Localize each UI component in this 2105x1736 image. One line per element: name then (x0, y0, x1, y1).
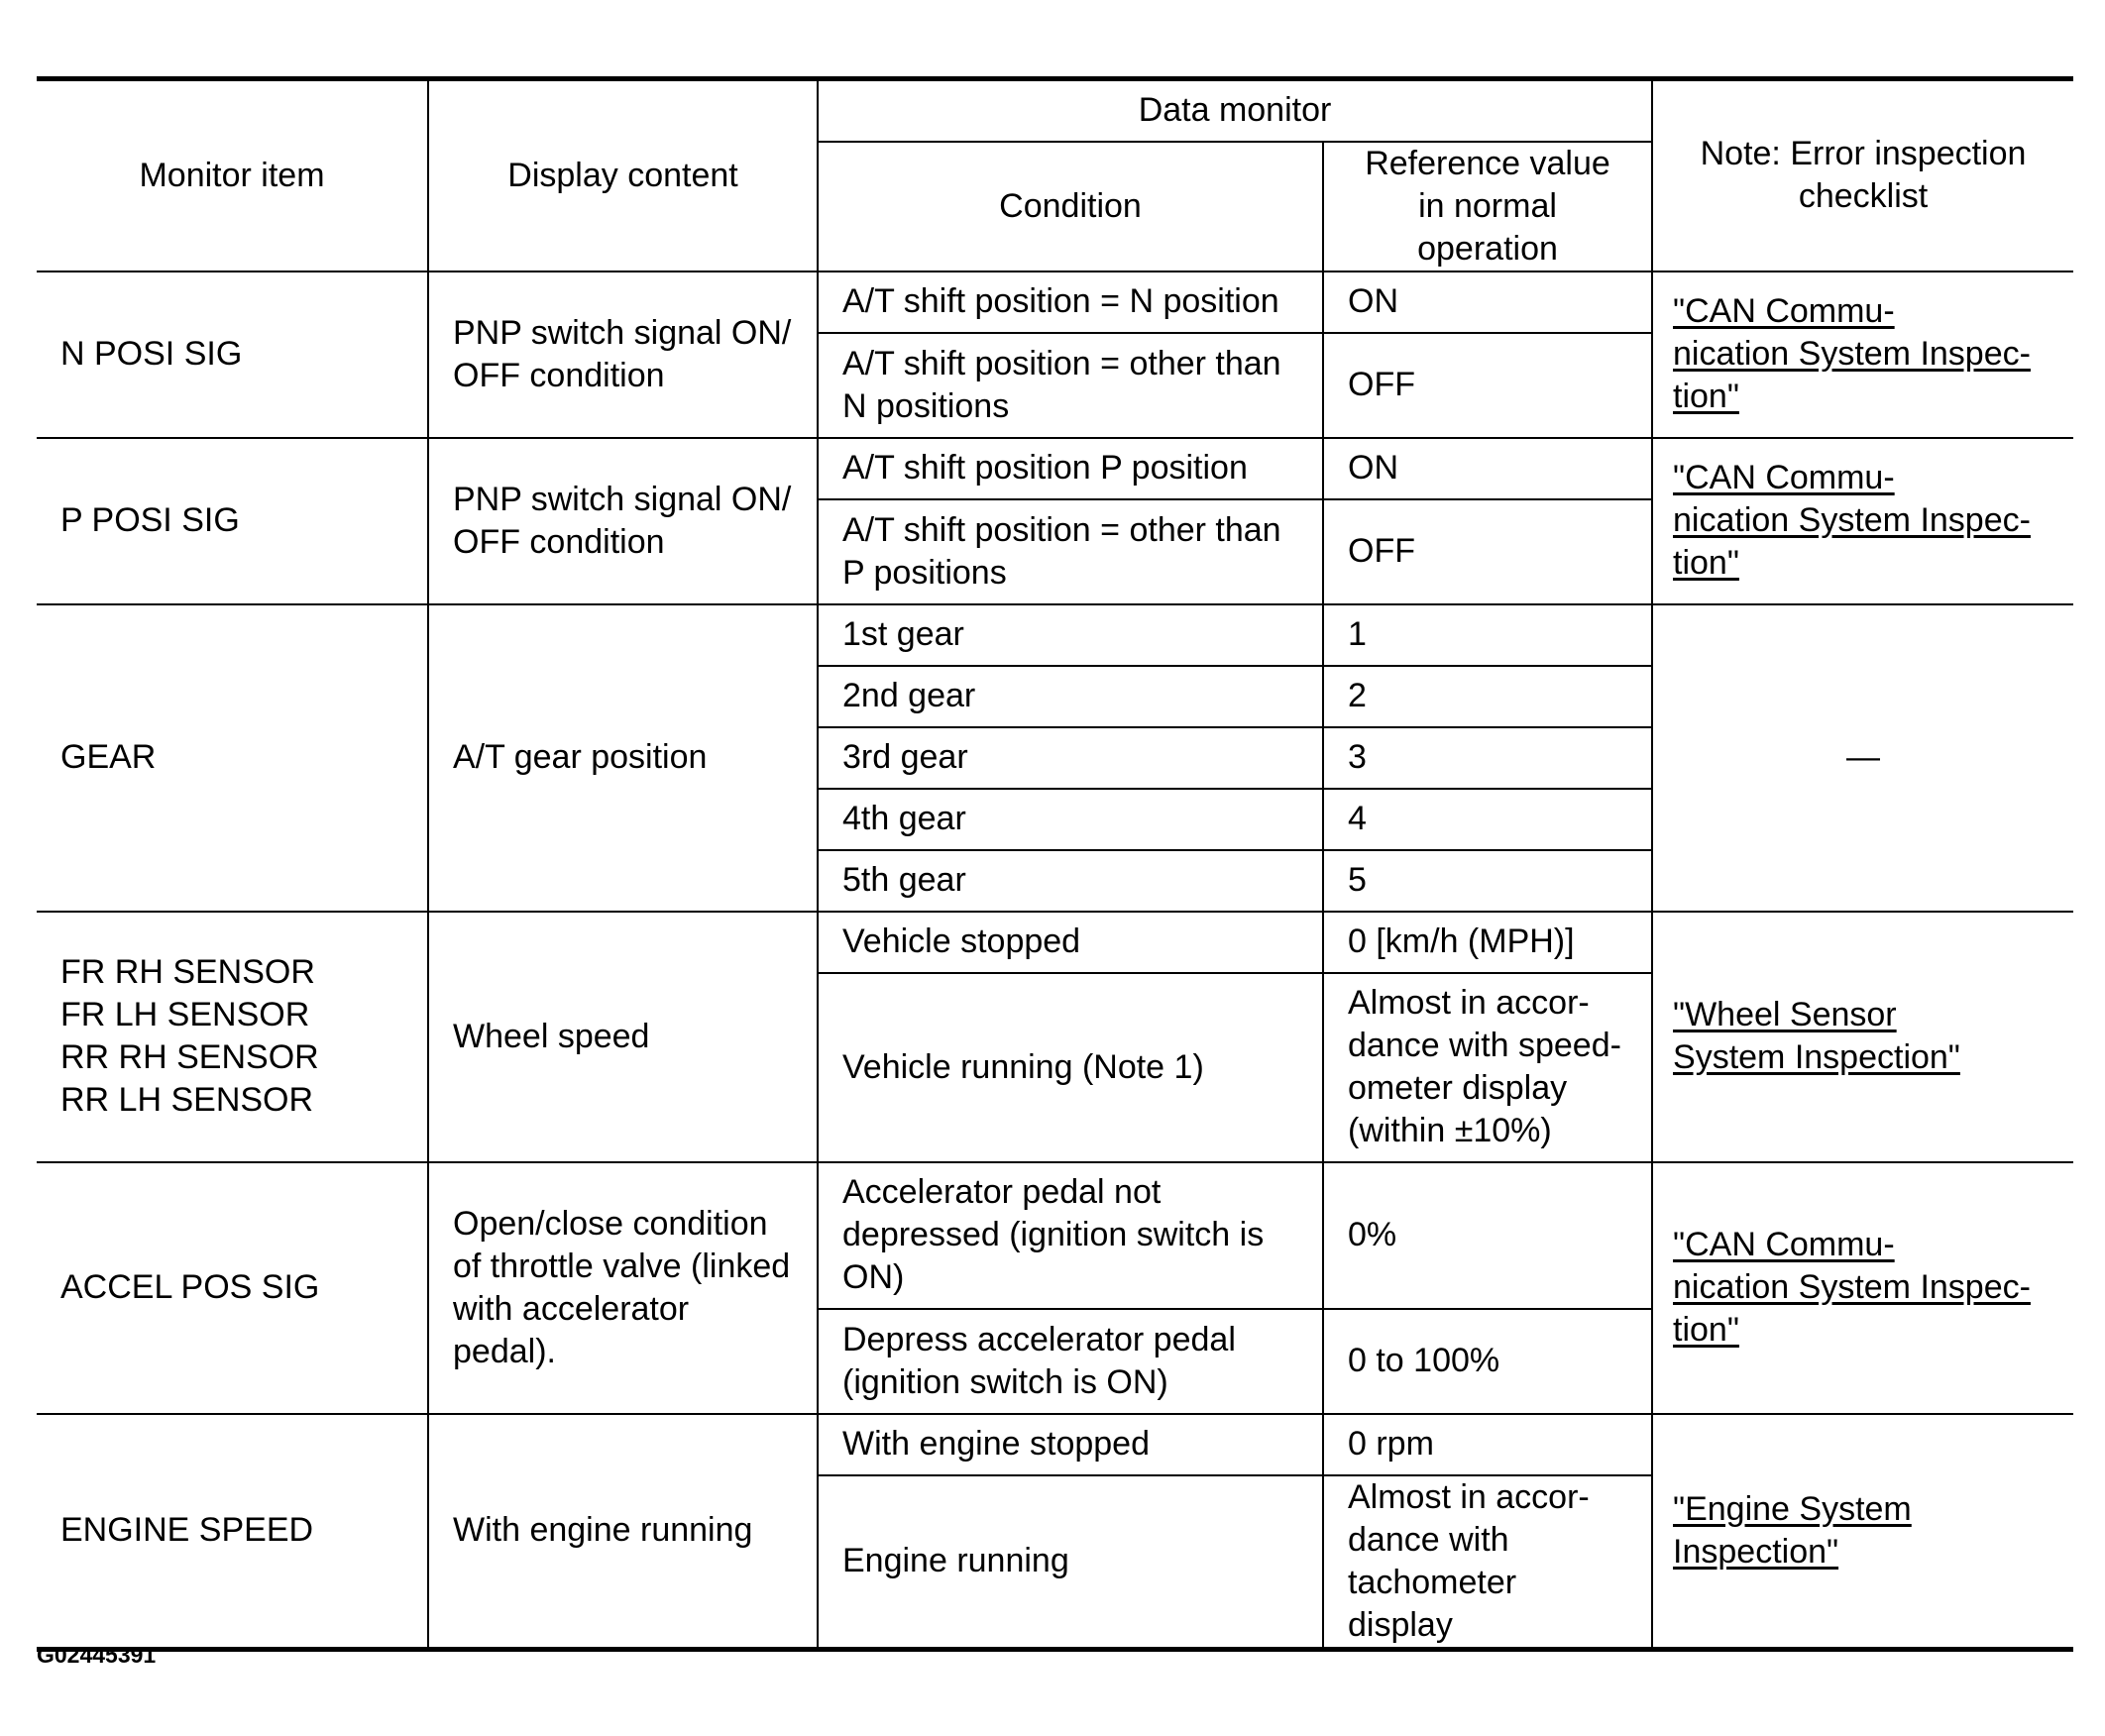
header-monitor-item: Monitor item (37, 79, 428, 271)
display-content: PNP switch signal ON/ OFF condition (428, 438, 818, 604)
header-note: Note: Error inspection checklist (1652, 79, 2073, 271)
reference-value-cell: Almost in accor-dance with speed-ometer display (within ±10%) (1323, 973, 1652, 1162)
monitor-item: N POSI SIG (37, 271, 428, 438)
display-content: Wheel speed (428, 912, 818, 1162)
condition-cell: Engine running (818, 1475, 1323, 1650)
reference-value-cell: Almost in accor-dance with tachometer display (1323, 1475, 1652, 1650)
display-content: With engine running (428, 1414, 818, 1650)
can-inspection-link[interactable]: "CAN Commu- nication System Inspec- tion" (1673, 292, 2031, 415)
table-row (37, 438, 2073, 499)
condition-cell: With engine stopped (818, 1414, 1323, 1475)
condition-cell: A/T shift position P position (818, 438, 1323, 499)
display-content: A/T gear position (428, 604, 818, 912)
table-row (37, 271, 2073, 333)
reference-value-cell: 3 (1323, 727, 1652, 789)
monitor-item: P POSI SIG (37, 438, 428, 604)
note-cell: — (1652, 604, 2073, 912)
display-content: Open/close condition of throttle valve (linked with accelerator pedal). (428, 1162, 818, 1414)
reference-value-cell: 4 (1323, 789, 1652, 850)
engine-inspection-link[interactable]: "Engine System Inspection" (1673, 1489, 1912, 1571)
note-cell (1652, 912, 2073, 1162)
reference-value-cell: ON (1323, 438, 1652, 499)
condition-cell: 2nd gear (818, 666, 1323, 727)
display-content: PNP switch signal ON/ OFF condition (428, 271, 818, 438)
reference-value-cell: ON (1323, 271, 1652, 333)
monitor-item: ENGINE SPEED (37, 1414, 428, 1650)
table-row (37, 604, 2073, 666)
reference-value-cell: 0% (1323, 1162, 1652, 1309)
monitor-item-line: FR LH SENSOR (60, 996, 310, 1033)
table-row (37, 1162, 2073, 1309)
monitor-table (37, 76, 2073, 1652)
monitor-item: ACCEL POS SIG (37, 1162, 428, 1414)
monitor-item-line: FR RH SENSOR (60, 953, 315, 991)
figure-id: G02445391 (37, 1642, 157, 1668)
reference-value-cell: 0 rpm (1323, 1414, 1652, 1475)
condition-cell: A/T shift position = other than N positions (818, 333, 1323, 438)
wheel-sensor-inspection-link[interactable]: "Wheel Sensor System Inspection" (1673, 996, 1960, 1076)
note-cell (1652, 271, 2073, 438)
reference-value-cell: 0 to 100% (1323, 1309, 1652, 1414)
condition-cell: Vehicle stopped (818, 912, 1323, 973)
reference-value-cell: OFF (1323, 499, 1652, 604)
header-condition: Condition (818, 142, 1323, 271)
condition-cell: Depress accelerator pedal (ignition switch is ON) (818, 1309, 1323, 1414)
monitor-item: GEAR (37, 604, 428, 912)
reference-value-cell: 5 (1323, 850, 1652, 912)
can-inspection-link[interactable]: "CAN Commu- nication System Inspec- tion" (1673, 1226, 2031, 1349)
header-reference-value: Reference value in normal operation (1323, 142, 1652, 271)
condition-cell: 4th gear (818, 789, 1323, 850)
monitor-item-line: RR RH SENSOR (60, 1038, 319, 1076)
condition-cell: 1st gear (818, 604, 1323, 666)
condition-cell: Accelerator pedal not depressed (ignition switch is ON) (818, 1162, 1323, 1309)
note-cell (1652, 1414, 2073, 1650)
monitor-item (37, 912, 428, 1162)
reference-value-cell: 1 (1323, 604, 1652, 666)
reference-value-cell: OFF (1323, 333, 1652, 438)
condition-cell: Vehicle running (Note 1) (818, 973, 1323, 1162)
table-row (37, 1414, 2073, 1475)
reference-value-cell: 0 [km/h (MPH)] (1323, 912, 1652, 973)
table-row (37, 912, 2073, 973)
condition-cell: A/T shift position = other than P positions (818, 499, 1323, 604)
condition-cell: A/T shift position = N position (818, 271, 1323, 333)
monitor-item-line: RR LH SENSOR (60, 1081, 314, 1119)
reference-value-cell: 2 (1323, 666, 1652, 727)
header-display-content: Display content (428, 79, 818, 271)
note-cell (1652, 438, 2073, 604)
can-inspection-link[interactable]: "CAN Commu- nication System Inspec- tion" (1673, 459, 2031, 582)
note-cell (1652, 1162, 2073, 1414)
condition-cell: 3rd gear (818, 727, 1323, 789)
condition-cell: 5th gear (818, 850, 1323, 912)
header-data-monitor: Data monitor (818, 79, 1652, 142)
